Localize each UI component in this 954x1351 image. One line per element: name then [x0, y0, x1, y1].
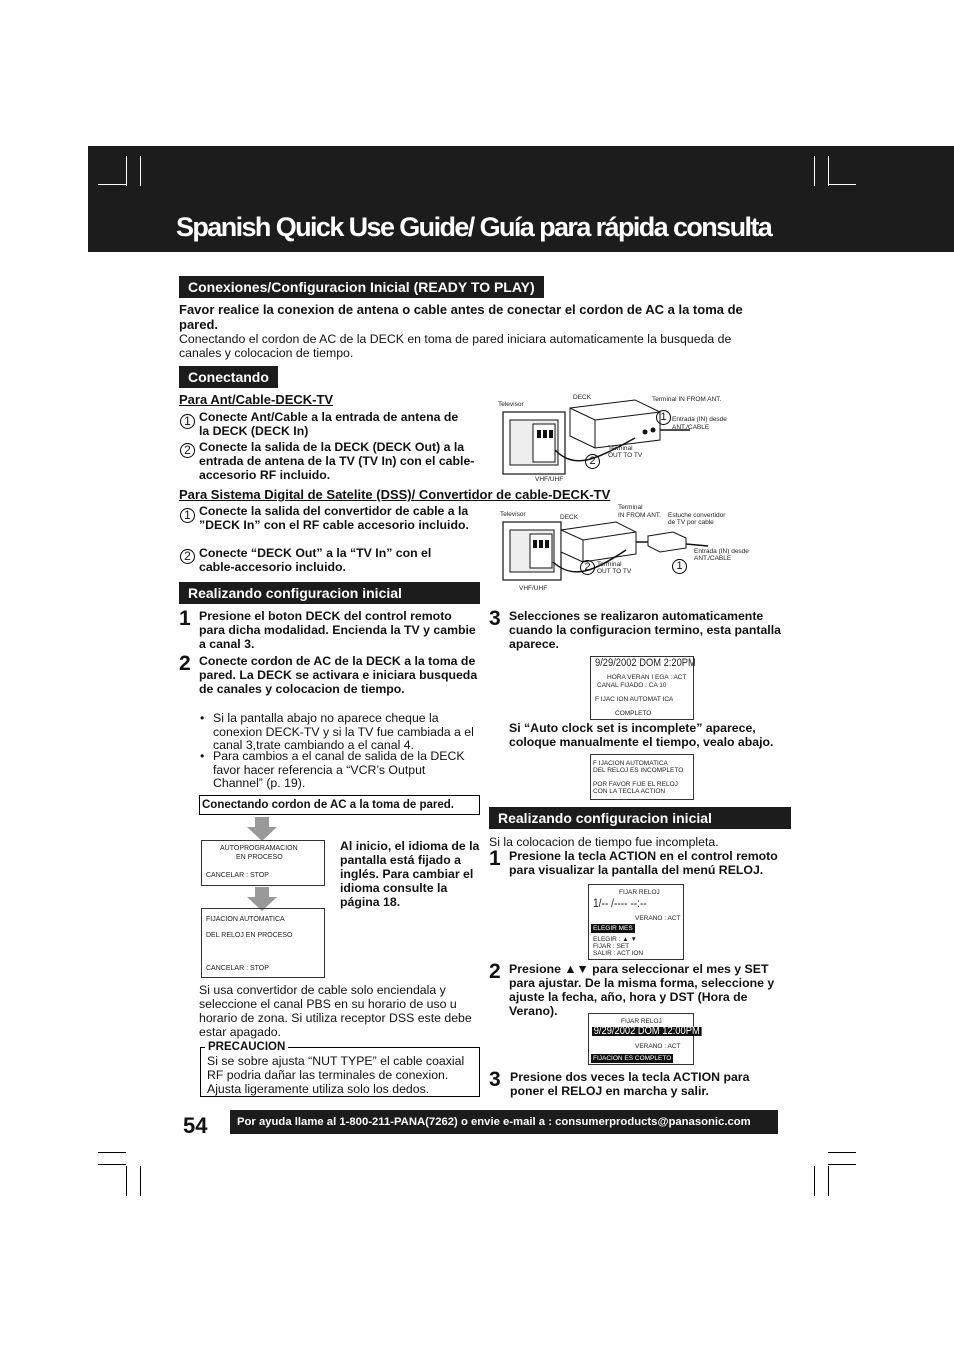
crop-mark [828, 1166, 829, 1196]
screen-line: CANAL FIJADO : CA 10 [597, 682, 667, 689]
crop-mark [98, 1152, 126, 1153]
step-number: 2 [179, 652, 191, 675]
label-estuche: Estuche convertidor [668, 512, 726, 519]
section-bar-config-2: Realizando configuracion inicial [489, 807, 791, 829]
screen-line: EN PROCESO [236, 854, 283, 861]
crop-mark [98, 184, 126, 185]
screen-line: VERANO : ACT [635, 1043, 681, 1050]
step-number: 1 [179, 607, 191, 630]
screen-line: DEL RELOJ EN PROCESO [206, 932, 293, 939]
screen-clock: 9/29/2002 DOM 2:20PM [595, 657, 696, 669]
step-number: 3 [489, 1068, 501, 1091]
step-text: Presione dos veces la tecla ACTION para poner el RELOJ en marcha y salir. [510, 1070, 750, 1098]
screen-line: CON LA TECLA ACTION [593, 788, 666, 795]
label-terminal-out: Terminal [597, 561, 622, 568]
label-deck: DECK [573, 394, 592, 401]
caution-text: Si se sobre ajusta “NUT TYPE” el cable coaxial RF podria dañar las terminales de conexion. Ajusta ligeramente utiliza solo los dedos. [207, 1054, 465, 1096]
step-text: Conecte la salida del convertidor de cable a la ”DECK In” con el RF cable accesorio incluido. [199, 504, 469, 532]
subheading-ant-cable: Para Ant/Cable-DECK-TV [179, 392, 334, 407]
language-note: Al inicio, el idioma de la pantalla está fijado a inglés. Para cambiar el idioma consulte la página 18. [340, 839, 480, 909]
screen-line: HORA VERAN I EGA : ACT [607, 674, 687, 681]
tv-screen-autoprogramacion [201, 840, 325, 886]
connection-diagram-2 [498, 502, 758, 597]
screen-line: COMPLETO [615, 710, 652, 717]
label-terminal: Terminal [608, 445, 633, 452]
screen-line: CANCELAR : STOP [206, 872, 269, 879]
step-number-circle: 2 [180, 549, 195, 564]
step-number: 2 [489, 960, 501, 983]
crop-mark [814, 1166, 815, 1196]
down-arrow-icon [247, 817, 277, 841]
crop-mark [828, 1164, 856, 1165]
crop-mark [828, 1152, 856, 1153]
step-text: Presione la tecla ACTION en el control remoto para visualizar la pantalla del menú RELOJ. [509, 849, 778, 877]
screen-line: SALIR : ACT ION [593, 950, 644, 957]
diagram-number-circle: 2 [585, 454, 600, 469]
tv-screen-fijar-reloj [588, 884, 684, 960]
crop-mark [828, 156, 829, 186]
screen-line: FIJACION AUTOMATICA [206, 916, 285, 923]
label-out-to-tv: OUT TO TV [608, 452, 643, 459]
tv-screen-incompleto [590, 754, 694, 800]
step-text: Presione ▲▼ para seleccionar el mes y SET para ajustar. De la misma forma, seleccione y ajuste la fecha, año, hora y DST (Hora de Verano). [509, 962, 775, 1018]
crop-mark [140, 156, 141, 186]
label-entrada: Entrada (IN) desde [694, 548, 749, 555]
screen-line: VERANO : ACT [635, 915, 681, 922]
step-text: Conecte cordon de AC de la DECK a la toma de pared. La DECK se activara e iniciara busqueda de canales y colocacion de tiempo. [199, 654, 478, 696]
label-deck: DECK [560, 514, 579, 521]
label-terminal-in: Terminal IN FROM ANT. [652, 396, 722, 403]
diagram-number-circle: 2 [580, 560, 595, 575]
label-terminal: Terminal [618, 504, 643, 511]
screen-line: F IJACION AUTOMATICA [593, 760, 668, 767]
bullet-text: Para cambios a el canal de salida de la DECK favor hacer referencia a “VCR’s Output Channel” (p. 19). [213, 749, 465, 790]
crop-mark [126, 1166, 127, 1196]
step-number: 1 [489, 847, 501, 870]
page-number: 54 [183, 1113, 208, 1138]
label-vhf-uhf: VHF/UHF [535, 476, 564, 483]
incomplete-note: Si “Auto clock set is incomplete” aparece, coloque manualmente el tiempo, vealo abajo. [509, 721, 774, 749]
label-televisor: Televisor [500, 511, 526, 518]
step-text: Conecte Ant/Cable a la entrada de antena de la DECK (DECK In) [199, 410, 459, 438]
crop-mark [814, 156, 815, 186]
section-bar-conexiones: Conexiones/Configuracion Inicial (READY TO PLAY) [179, 276, 544, 298]
step-number: 3 [489, 607, 501, 630]
label-antcable: ANT./CABLE [672, 424, 710, 431]
section-bar-conectando: Conectando [179, 366, 278, 388]
boxed-label: Conectando cordon de AC a la toma de pared. [199, 795, 480, 815]
label-in-from-ant: IN FROM ANT. [618, 512, 661, 519]
step-number-circle: 1 [180, 508, 195, 523]
screen-clock: 1/-- /---- --:-- [593, 896, 647, 910]
step-text: Selecciones se realizaron automaticamente cuando la configuracion termino, esta pantalla aparece. [509, 609, 781, 651]
screen-clock-highlight: 9/29/2002 DOM 12:00PM [593, 1025, 700, 1037]
label-televisor: Televisor [498, 401, 524, 408]
warning-text: Favor realice la conexion de antena o cable antes de conectar el cordon de AC a la toma de pared. [179, 302, 743, 332]
screen-line: FIJAR RELOJ [619, 889, 660, 896]
tv-screen-completo [590, 656, 694, 720]
converter-note: Si usa convertidor de cable solo enciendala y seleccione el canal PBS en su horario de uso u horario de zona. Si utiliza receptor DSS este debe estar apagado. [199, 983, 472, 1039]
step-number-circle: 1 [180, 414, 195, 429]
page-header [88, 146, 954, 252]
label-estuche-2: de TV por cable [668, 519, 714, 526]
crop-mark [126, 156, 127, 186]
screen-line: FIJAR : SET [593, 943, 630, 950]
page-title: Spanish Quick Use Guide/ Guía para rápida consulta [176, 212, 772, 242]
diagram-number-circle: 1 [672, 559, 687, 574]
help-footer: Por ayuda llame al 1-800-211-PANA(7262) o envie e-mail a : consumerproducts@panasonic.com [230, 1110, 778, 1134]
label-antcable: ANT./CABLE [694, 555, 732, 562]
connection-diagram-1 [495, 390, 775, 490]
label-entrada: Entrada (IN) desde [672, 416, 727, 423]
diagram-number-circle: 1 [656, 410, 671, 425]
screen-line: POR FAVOR FIJE EL RELOJ [593, 781, 678, 788]
config2-intro: Si la colocacion de tiempo fue incompleta. [489, 835, 719, 849]
screen-line: AUTOPROGRAMACION [220, 845, 298, 852]
screen-line: FIJAR RELOJ [621, 1018, 662, 1025]
screen-highlight: ELEGIR MES [593, 925, 633, 932]
crop-mark [98, 1164, 126, 1165]
label-vhf-uhf: VHF/UHF [519, 585, 548, 592]
crop-mark [828, 184, 856, 185]
tv-screen-reloj-completo [588, 1013, 700, 1065]
tv-screen-fijacion [201, 908, 325, 978]
screen-highlight: FIJACION ES COMPLETO [593, 1055, 672, 1062]
screen-line: DEL RELOJ ES INCOMPLETO [593, 767, 684, 774]
step-text: Conecte la salida de la DECK (DECK Out) a la entrada de antena de la TV (TV In) con el cable-accesorio RF incluido. [199, 440, 475, 482]
subheading-dss: Para Sistema Digital de Satelite (DSS)/ Convertidor de cable-DECK-TV [179, 487, 611, 502]
intro-text: Conectando el cordon de AC de la DECK en toma de pared iniciara automaticamente la busqueda de canales y colocacion de tiempo. [179, 332, 732, 360]
label-out-to-tv: OUT TO TV [597, 568, 632, 575]
screen-line: ELEGIR : ▲ ▼ [593, 936, 637, 943]
tv-deck-illustration [495, 390, 775, 490]
screen-line: F IJAC ION AUTOMAT ICA [595, 696, 674, 703]
screen-line: CANCELAR : STOP [206, 965, 269, 972]
bullet-dot: • [200, 749, 205, 763]
bullet-text: Si la pantalla abajo no aparece cheque la conexion DECK-TV y si la TV fue cambiada a el canal 3,trate cambiando a el canal 4. [213, 711, 474, 752]
step-text: Presione el boton DECK del control remoto para dicha modalidad. Encienda la TV y cambie a canal 3. [199, 609, 476, 651]
crop-mark [140, 1166, 141, 1196]
caution-title: PRECAUCION [205, 1040, 288, 1054]
bullet-dot: • [200, 711, 205, 725]
step-number-circle: 2 [180, 443, 195, 458]
section-bar-config: Realizando configuracion inicial [179, 582, 480, 604]
step-text: Conecte “DECK Out” a la “TV In” con el cable-accesorio incluido. [199, 546, 432, 574]
